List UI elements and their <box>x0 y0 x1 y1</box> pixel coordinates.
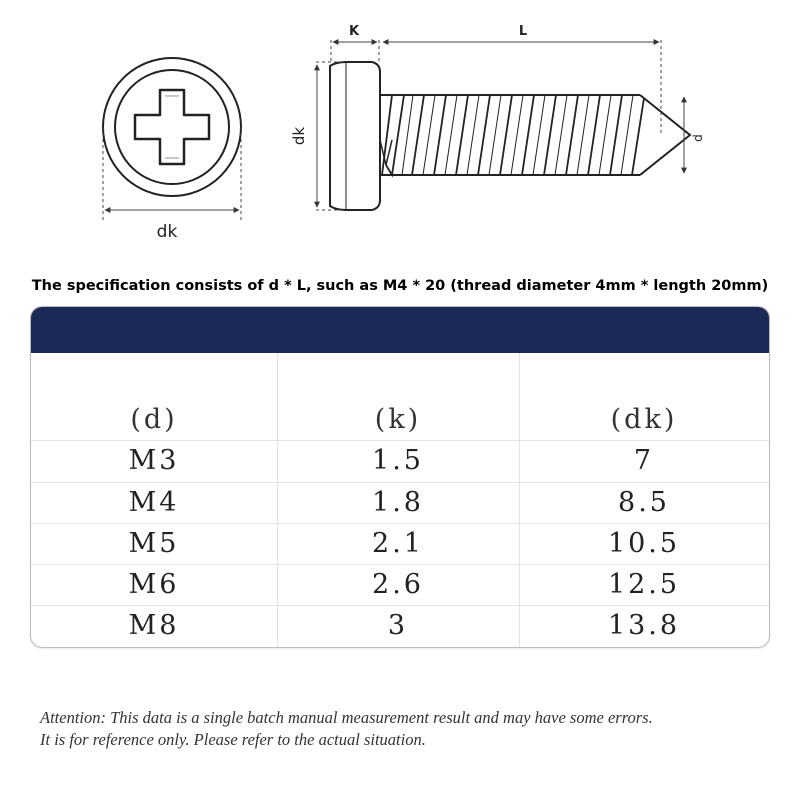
column-header-k: (k) <box>374 404 422 435</box>
attention-note <box>40 707 780 751</box>
table-header-bar <box>31 307 769 353</box>
table-body <box>31 353 769 647</box>
cell-d: M5 <box>128 528 180 559</box>
cell-k: 2.6 <box>372 569 424 600</box>
dk-label-side: dk <box>290 126 308 146</box>
cell-dk: 8.5 <box>618 487 670 518</box>
table-row <box>31 440 769 481</box>
dimension-table <box>30 306 770 648</box>
cell-k: 2.1 <box>372 528 424 559</box>
screw-dimension-diagram <box>0 0 800 270</box>
l-dimension <box>383 40 661 134</box>
table-row <box>31 482 769 523</box>
cell-dk: 10.5 <box>607 528 681 559</box>
table-row <box>31 523 769 564</box>
cell-k: 1.8 <box>372 487 424 518</box>
cell-k: 3 <box>387 610 409 641</box>
d-label: d <box>691 134 705 142</box>
screw-head-top-view <box>103 58 241 196</box>
table-row <box>31 564 769 605</box>
table-header-row <box>31 399 769 440</box>
cell-k: 1.5 <box>372 445 424 476</box>
cell-d: M4 <box>128 487 180 518</box>
k-label: K <box>348 24 360 39</box>
attention-note-line-2: It is for reference only. Please refer to the actual situation. <box>40 730 426 749</box>
cell-d: M3 <box>128 445 180 476</box>
screw-side-view <box>330 62 690 210</box>
cell-dk: 7 <box>633 445 655 476</box>
cell-d: M6 <box>128 569 180 600</box>
specification-caption: The specification consists of d * L, such as M4 * 20 (thread diameter 4mm * length 20mm) <box>31 278 769 294</box>
cell-d: M8 <box>128 610 180 641</box>
dk-dimension-top <box>103 127 241 220</box>
table-row <box>31 605 769 646</box>
column-header-d: (d) <box>130 404 178 435</box>
column-header-dk: (dk) <box>610 404 678 435</box>
cell-dk: 12.5 <box>607 569 681 600</box>
dk-label-bottom: dk <box>156 222 178 242</box>
attention-note-line-1: Attention: This data is a single batch manual measurement result and may have some errors. <box>40 708 653 727</box>
l-label: L <box>518 24 528 39</box>
cell-dk: 13.8 <box>607 610 681 641</box>
phillips-cross-icon <box>135 90 209 164</box>
